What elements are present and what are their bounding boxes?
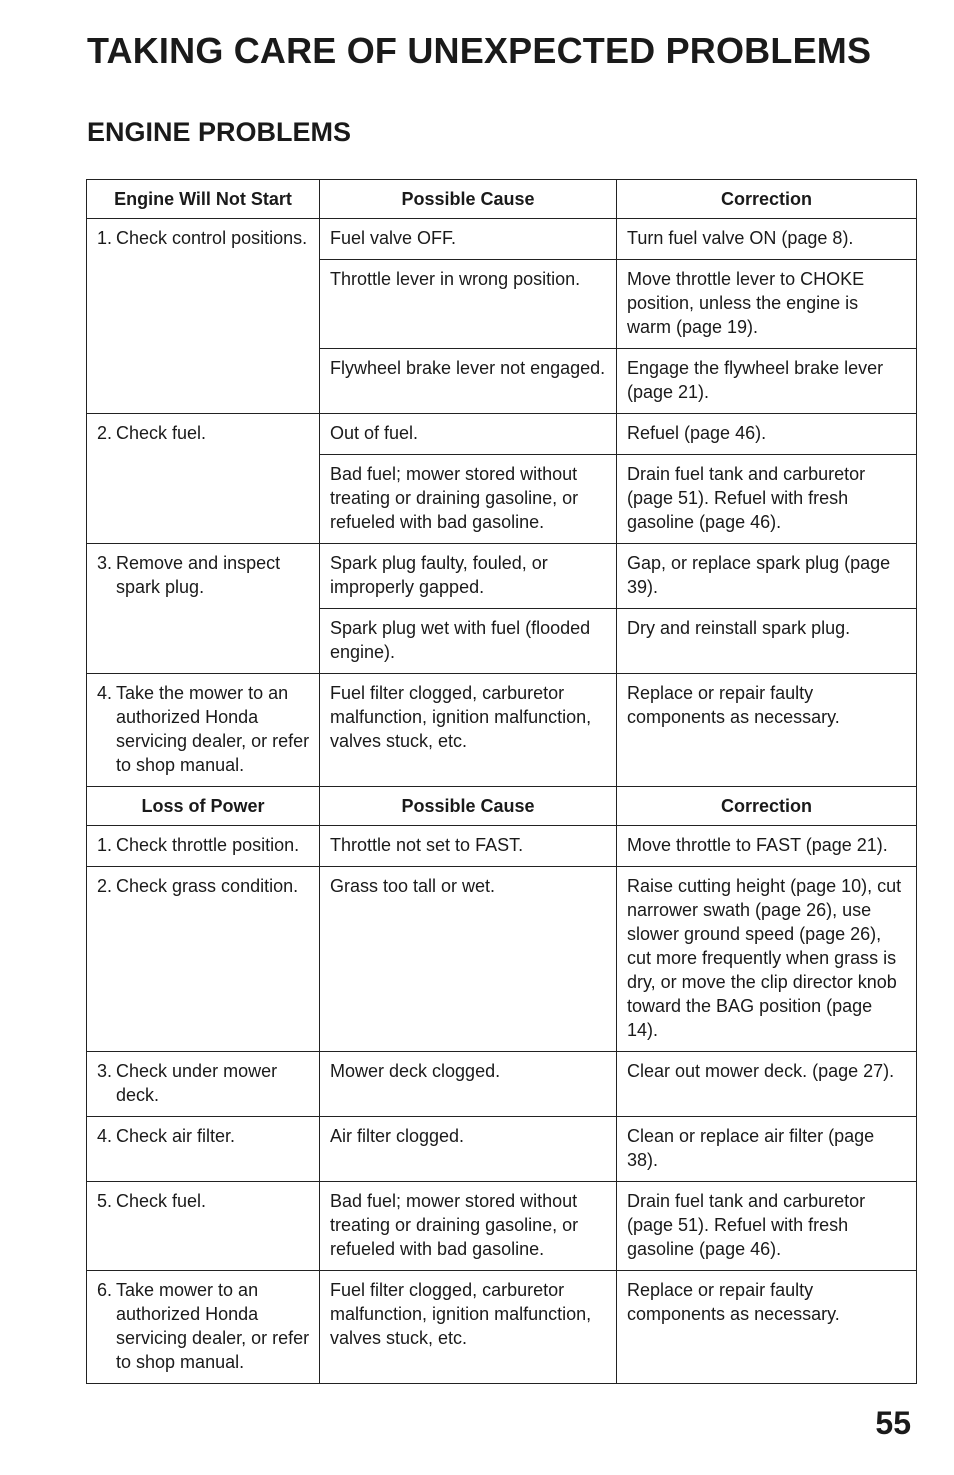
column-header: Possible Cause	[320, 180, 617, 219]
step-text: Check under mower deck.	[116, 1061, 278, 1105]
table-row	[87, 1052, 917, 1117]
step-cell	[87, 1271, 320, 1384]
column-header: Possible Cause	[320, 787, 617, 826]
correction-cell: Dry and reinstall spark plug.	[617, 609, 917, 674]
step-cell	[87, 674, 320, 787]
table-row	[87, 219, 917, 260]
cause-cell: Spark plug faulty, fouled, or improperly gapped.	[320, 544, 617, 609]
correction-cell: Drain fuel tank and carburetor (page 51). Refuel with fresh gasoline (page 46).	[617, 1182, 917, 1271]
table-row	[87, 867, 917, 1052]
step-number: 1.	[97, 835, 113, 855]
correction-cell: Move throttle to FAST (page 21).	[617, 826, 917, 867]
step-text: Take the mower to an authorized Honda servicing dealer, or refer to shop manual.	[116, 683, 310, 775]
step-number: 5.	[97, 1191, 113, 1211]
step-cell	[87, 826, 320, 867]
correction-cell: Replace or repair faulty components as necessary.	[617, 674, 917, 787]
step-text: Take mower to an authorized Honda servicing dealer, or refer to shop manual.	[116, 1280, 310, 1372]
step-text: Check grass condition.	[116, 876, 299, 896]
step-text: Check throttle position.	[116, 835, 300, 855]
table-row	[87, 826, 917, 867]
cause-cell: Bad fuel; mower stored without treating or draining gasoline, or refueled with bad gasoline.	[320, 1182, 617, 1271]
step-text: Check fuel.	[116, 423, 207, 443]
cause-cell: Mower deck clogged.	[320, 1052, 617, 1117]
table-row	[87, 674, 917, 787]
step-number: 4.	[97, 1126, 113, 1146]
cause-cell: Out of fuel.	[320, 414, 617, 455]
correction-cell: Drain fuel tank and carburetor (page 51). Refuel with fresh gasoline (page 46).	[617, 455, 917, 544]
correction-cell: Raise cutting height (page 10), cut narrower swath (page 26), use slower ground speed (page 26), cut more frequently when grass is dry, or move the clip director knob toward the BAG position (page 14).	[617, 867, 917, 1052]
cause-cell: Fuel filter clogged, carburetor malfunction, ignition malfunction, valves stuck, etc.	[320, 674, 617, 787]
step-number: 2.	[97, 876, 113, 896]
cause-cell: Fuel filter clogged, carburetor malfunction, ignition malfunction, valves stuck, etc.	[320, 1271, 617, 1384]
correction-cell: Gap, or replace spark plug (page 39).	[617, 544, 917, 609]
correction-cell: Move throttle lever to CHOKE position, unless the engine is warm (page 19).	[617, 260, 917, 349]
column-header: Loss of Power	[87, 787, 320, 826]
cause-cell: Bad fuel; mower stored without treating or draining gasoline, or refueled with bad gasoline.	[320, 455, 617, 544]
column-header: Correction	[617, 180, 917, 219]
table-row	[87, 1117, 917, 1182]
correction-cell: Clean or replace air filter (page 38).	[617, 1117, 917, 1182]
column-header: Correction	[617, 787, 917, 826]
table-row	[87, 544, 917, 609]
step-number: 2.	[97, 423, 113, 443]
step-number: 1.	[97, 228, 113, 248]
step-cell	[87, 1117, 320, 1182]
step-cell	[87, 219, 320, 414]
step-text: Remove and inspect spark plug.	[116, 553, 281, 597]
step-cell	[87, 1052, 320, 1117]
step-text: Check fuel.	[116, 1191, 207, 1211]
column-header: Engine Will Not Start	[87, 180, 320, 219]
step-number: 3.	[97, 1061, 113, 1081]
table-header-row	[87, 787, 917, 826]
step-text: Check control positions.	[116, 228, 308, 248]
cause-cell: Spark plug wet with fuel (flooded engine).	[320, 609, 617, 674]
cause-cell: Throttle not set to FAST.	[320, 826, 617, 867]
table-header-row	[87, 180, 917, 219]
cause-cell: Air filter clogged.	[320, 1117, 617, 1182]
table-row	[87, 414, 917, 455]
cause-cell: Grass too tall or wet.	[320, 867, 617, 1052]
cause-cell: Flywheel brake lever not engaged.	[320, 349, 617, 414]
correction-cell: Replace or repair faulty components as necessary.	[617, 1271, 917, 1384]
correction-cell: Engage the flywheel brake lever (page 21).	[617, 349, 917, 414]
step-number: 4.	[97, 683, 113, 703]
troubleshooting-table	[86, 179, 917, 1384]
step-number: 6.	[97, 1280, 113, 1300]
step-cell	[87, 414, 320, 544]
page-number: 55	[875, 1405, 911, 1441]
step-cell	[87, 544, 320, 674]
page-title: TAKING CARE OF UNEXPECTED PROBLEMS	[87, 30, 872, 71]
step-text: Check air filter.	[116, 1126, 236, 1146]
cause-cell: Throttle lever in wrong position.	[320, 260, 617, 349]
correction-cell: Clear out mower deck. (page 27).	[617, 1052, 917, 1117]
step-number: 3.	[97, 553, 113, 573]
cause-cell: Fuel valve OFF.	[320, 219, 617, 260]
section-title: ENGINE PROBLEMS	[87, 117, 352, 147]
table-row	[87, 1271, 917, 1384]
step-cell	[87, 1182, 320, 1271]
table-row	[87, 1182, 917, 1271]
step-cell	[87, 867, 320, 1052]
correction-cell: Refuel (page 46).	[617, 414, 917, 455]
correction-cell: Turn fuel valve ON (page 8).	[617, 219, 917, 260]
